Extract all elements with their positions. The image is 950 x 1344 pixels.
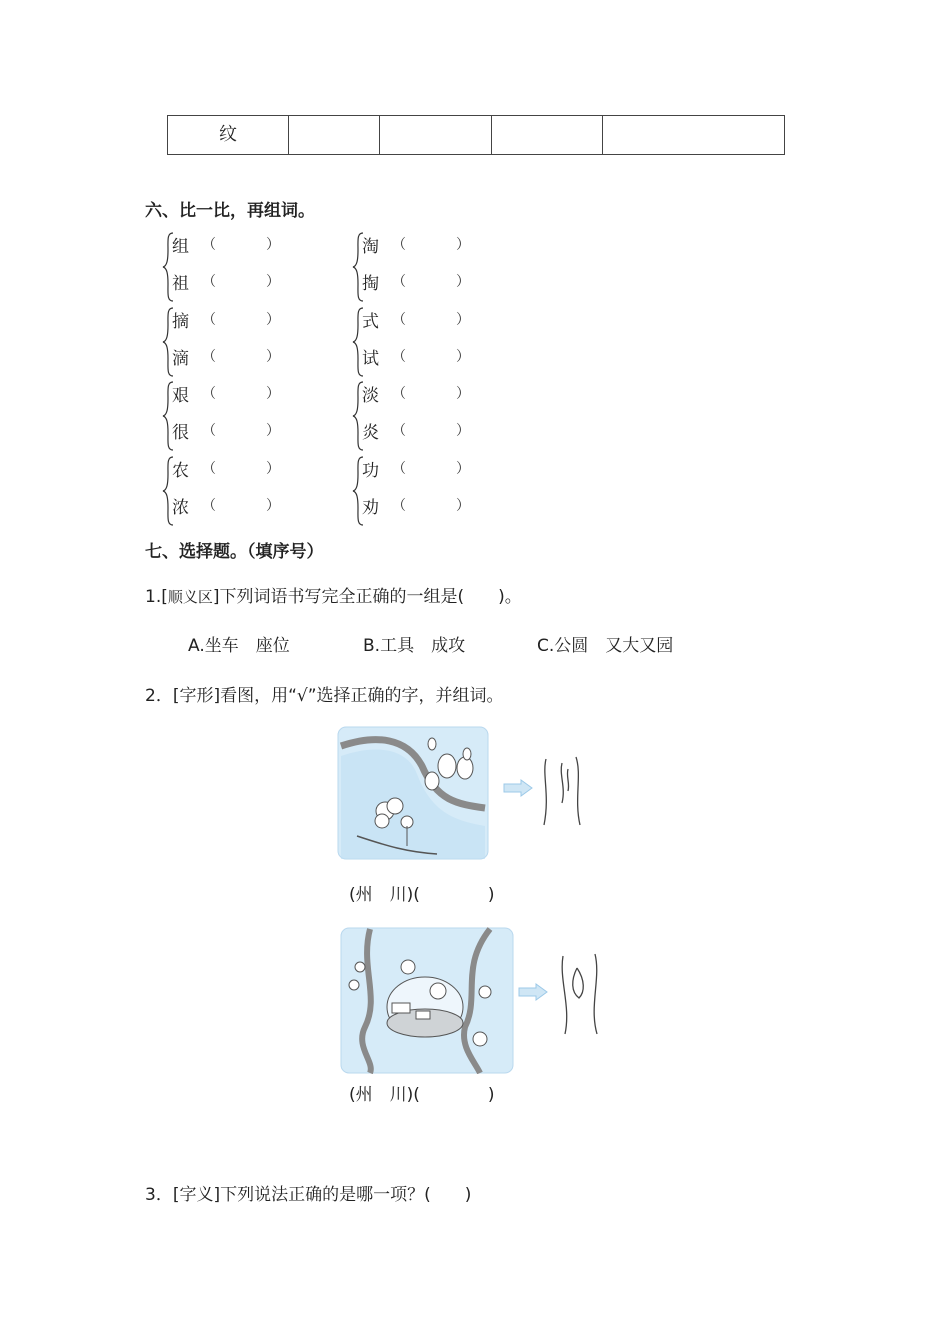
pair-character: 很 bbox=[172, 423, 189, 443]
pair-character: 掏 bbox=[362, 274, 379, 294]
paren-open: （ bbox=[202, 497, 216, 514]
table-row bbox=[168, 116, 785, 155]
table-cell bbox=[492, 116, 603, 155]
paren-close: ） bbox=[266, 386, 280, 402]
question-3: 3．[字义]下列说法正确的是哪一项？( ) bbox=[145, 1185, 472, 1205]
option-c: C.公圆 又大又园 bbox=[537, 636, 674, 656]
answer-caption: (州 川)( ) bbox=[349, 885, 495, 905]
char-pair bbox=[162, 379, 322, 453]
char-pair bbox=[162, 230, 322, 304]
option-b: B.工具 成攻 bbox=[363, 636, 466, 656]
char-pair bbox=[352, 454, 512, 528]
paren-open: （ bbox=[202, 423, 216, 439]
section-title: 六、比一比，再组词。 bbox=[145, 201, 315, 221]
pair-character: 试 bbox=[362, 348, 379, 369]
paren-open: （ bbox=[392, 423, 406, 439]
paren-close: ） bbox=[456, 497, 470, 514]
ancient-character-chuan bbox=[540, 755, 586, 829]
answer-caption: (州 川)( ) bbox=[349, 1085, 495, 1105]
paren-close: ） bbox=[456, 423, 470, 439]
table-cell bbox=[603, 116, 785, 155]
river-illustration bbox=[337, 726, 489, 860]
pair-character: 农 bbox=[172, 460, 189, 481]
section-title: 七、选择题。（填序号） bbox=[145, 542, 324, 562]
pair-character: 滴 bbox=[172, 348, 189, 369]
table-cell bbox=[380, 116, 492, 155]
paren-open: （ bbox=[202, 274, 216, 290]
pair-character: 浓 bbox=[172, 497, 189, 518]
pair-character: 劝 bbox=[362, 497, 379, 518]
pair-character: 淡 bbox=[362, 386, 379, 406]
paren-close: ） bbox=[266, 274, 280, 290]
paren-open: （ bbox=[202, 460, 216, 477]
char-pair bbox=[352, 305, 512, 379]
paren-open: （ bbox=[392, 311, 406, 328]
pair-character: 功 bbox=[362, 460, 379, 481]
paren-close: ） bbox=[266, 460, 280, 477]
island-river-illustration bbox=[340, 927, 514, 1074]
pair-character: 式 bbox=[362, 311, 379, 332]
table-cell: 纹 bbox=[168, 116, 289, 155]
question-1: 1.[顺义区]下列词语书写完全正确的一组是( )。 bbox=[145, 587, 522, 607]
paren-open: （ bbox=[202, 348, 216, 365]
paren-open: （ bbox=[392, 460, 406, 477]
pair-character: 组 bbox=[172, 237, 189, 257]
paren-open: （ bbox=[202, 237, 216, 253]
ancient-character-zhou bbox=[557, 950, 603, 1036]
paren-close: ） bbox=[456, 237, 470, 253]
word-table bbox=[167, 115, 785, 155]
paren-open: （ bbox=[392, 497, 406, 514]
paren-close: ） bbox=[266, 348, 280, 365]
pair-character: 炎 bbox=[362, 423, 379, 443]
pair-character: 淘 bbox=[362, 237, 379, 257]
paren-close: ） bbox=[266, 311, 280, 328]
char-pair bbox=[162, 305, 322, 379]
pair-character: 祖 bbox=[172, 274, 189, 294]
paren-open: （ bbox=[392, 348, 406, 365]
paren-open: （ bbox=[392, 237, 406, 253]
paren-close: ） bbox=[456, 386, 470, 402]
arrow-icon bbox=[518, 983, 548, 1001]
paren-close: ） bbox=[456, 348, 470, 365]
region-tag: 顺义区 bbox=[167, 588, 213, 606]
paren-close: ） bbox=[266, 497, 280, 514]
paren-close: ） bbox=[456, 274, 470, 290]
paren-close: ） bbox=[266, 423, 280, 439]
paren-close: ） bbox=[456, 460, 470, 477]
char-pair bbox=[352, 230, 512, 304]
question-2: 2．[字形]看图，用“√”选择正确的字，并组词。 bbox=[145, 686, 504, 706]
paren-open: （ bbox=[392, 274, 406, 290]
paren-open: （ bbox=[202, 311, 216, 328]
paren-close: ） bbox=[266, 237, 280, 253]
paren-open: （ bbox=[202, 386, 216, 402]
pair-character: 摘 bbox=[172, 311, 189, 332]
option-a: A.坐车 座位 bbox=[188, 636, 290, 656]
char-pair bbox=[352, 379, 512, 453]
paren-close: ） bbox=[456, 311, 470, 328]
paren-open: （ bbox=[392, 386, 406, 402]
char-pair bbox=[162, 454, 322, 528]
pair-character: 艰 bbox=[172, 386, 189, 406]
arrow-icon bbox=[503, 779, 533, 797]
table-cell bbox=[289, 116, 380, 155]
